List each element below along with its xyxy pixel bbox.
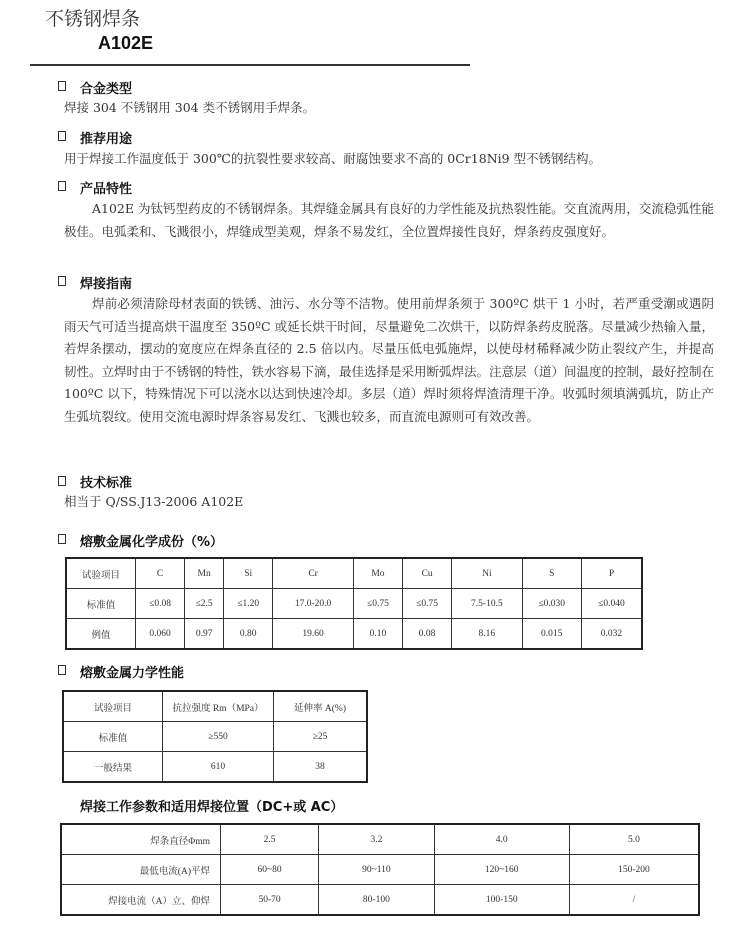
table-row — [66, 619, 642, 650]
table-header-cell: Si — [224, 558, 273, 589]
text-features: A102E 为钛钙型药皮的不锈钢焊条。其焊缝金属具有良好的力学性能及抗热裂性能。交直流两用，交流稳弧性能极佳。电弧柔和、飞溅很小，焊缝成型美观，焊条不易发红，全位置焊接性良好，焊条药皮强度好。 — [64, 201, 714, 239]
mechanical-properties-table — [62, 690, 368, 783]
section-bullet-icon — [58, 276, 66, 286]
welding-parameters-table — [60, 823, 700, 916]
title-divider — [30, 64, 470, 66]
table-cell: ≤1.20 — [224, 589, 273, 619]
table-header-cell: 4.0 — [434, 824, 569, 855]
heading-recommended-use: 推荐用途 — [80, 132, 133, 147]
product-title: 不锈钢焊条 — [45, 8, 141, 30]
table-row — [66, 589, 642, 619]
section-bullet-icon — [58, 665, 66, 675]
table-cell: 0.97 — [185, 619, 224, 650]
table-cell: 最低电流(A)平焊 — [61, 855, 221, 885]
section-bullet-icon — [58, 534, 66, 544]
table-cell: ≤0.040 — [581, 589, 642, 619]
table-cell: ≤0.75 — [353, 589, 402, 619]
table-header-row — [61, 824, 699, 855]
table-cell: 120~160 — [434, 855, 569, 885]
table-header-cell: 抗拉强度 Rm（MPa） — [163, 691, 274, 722]
table-header-cell: 试验项目 — [63, 691, 163, 722]
table-cell: 150-200 — [569, 855, 699, 885]
heading-mech-table: 熔敷金属力学性能 — [80, 666, 185, 681]
table-cell: 50-70 — [221, 885, 319, 916]
table-cell: 90~110 — [319, 855, 434, 885]
table-header-cell: 焊条直径Φmm — [61, 824, 221, 855]
heading-alloy-type: 合金类型 — [80, 82, 133, 97]
table-header-cell: P — [581, 558, 642, 589]
table-cell: 标准值 — [66, 589, 136, 619]
table-cell: 7.5-10.5 — [452, 589, 522, 619]
table-header-cell: 2.5 — [221, 824, 319, 855]
table-cell: 100-150 — [434, 885, 569, 916]
table-cell: 19.60 — [273, 619, 354, 650]
table-header-cell: 延伸率 A(%) — [274, 691, 368, 722]
table-header-cell: Ni — [452, 558, 522, 589]
table-header-cell: 3.2 — [319, 824, 434, 855]
heading-standard: 技术标准 — [80, 476, 133, 491]
table-header-row — [63, 691, 367, 722]
table-cell: 0.032 — [581, 619, 642, 650]
table-cell: 0.08 — [403, 619, 452, 650]
table-header-cell: Cu — [403, 558, 452, 589]
section-bullet-icon — [58, 81, 66, 91]
table-header-cell: S — [522, 558, 581, 589]
model-number: A102E — [98, 33, 154, 53]
table-cell: 0.10 — [353, 619, 402, 650]
table-cell: 0.060 — [136, 619, 185, 650]
table-cell: ≥25 — [274, 722, 368, 752]
section-bullet-icon — [58, 476, 66, 486]
table-header-cell: 5.0 — [569, 824, 699, 855]
table-row — [61, 885, 699, 916]
table-cell: 例值 — [66, 619, 136, 650]
table-cell: ≤2.5 — [185, 589, 224, 619]
table-cell: 17.0-20.0 — [273, 589, 354, 619]
table-cell: ≤0.75 — [403, 589, 452, 619]
table-row — [63, 752, 367, 783]
table-cell: 焊接电流（A）立、仰焊 — [61, 885, 221, 916]
table-header-row — [66, 558, 642, 589]
table-cell: ≤0.030 — [522, 589, 581, 619]
table-cell: 标准值 — [63, 722, 163, 752]
text-recommended-use: 用于焊接工作温度低于 300℃的抗裂性要求较高、耐腐蚀要求不高的 0Cr18Ni9 型不锈钢结构。 — [64, 151, 602, 166]
table-cell: 一般结果 — [63, 752, 163, 783]
table-cell: 80-100 — [319, 885, 434, 916]
table-cell: ≥550 — [163, 722, 274, 752]
heading-welding-guide: 焊接指南 — [80, 277, 133, 292]
table-row — [61, 855, 699, 885]
table-header-cell: Mo — [353, 558, 402, 589]
text-welding-guide: 焊前必须清除母材表面的铁锈、油污、水分等不洁物。使用前焊条须于 300ºC 烘干 1 小时，若严重受潮或遇阴雨天气可适当提高烘干温度至 350ºC 或延长烘干时间，尽量避免二次烘干，以防焊条药皮脱落。尽量减少热输入量，若焊条摆动，摆动的宽度应在焊条直径的 2.5 倍以内。尽量压低电弧施焊，以使母材稀释减少防止裂纹产生，并提高韧性。立焊时由于不锈钢的特性，铁水容易下滴，最佳选择是采用断弧焊法。注意层（道）间温度的控制，最好控制在 100ºC 以下，特殊情况下可以浇水以达到快速冷却。多层（道）焊时须将焊渣清理干净。收弧时须填满弧坑，防止产生弧坑裂纹。使用交流电源时焊条容易发红、飞溅也较多，而直流电源则可有效改善。 — [64, 296, 715, 424]
heading-features: 产品特性 — [80, 182, 133, 197]
table-header-cell: 试验项目 — [66, 558, 136, 589]
chem-composition-table — [65, 557, 643, 650]
section-bullet-icon — [58, 181, 66, 191]
text-standard: 相当于 Q/SS.J13-2006 A102E — [64, 494, 244, 509]
heading-param-table: 焊接工作参数和适用焊接位置（DC+或 AC） — [80, 800, 344, 815]
table-header-cell: Mn — [185, 558, 224, 589]
table-cell: 0.015 — [522, 619, 581, 650]
heading-chem-table: 熔敷金属化学成份（%） — [80, 535, 224, 550]
table-cell: 38 — [274, 752, 368, 783]
table-cell: 610 — [163, 752, 274, 783]
table-cell: ≤0.08 — [136, 589, 185, 619]
table-cell: / — [569, 885, 699, 916]
table-cell: 60~80 — [221, 855, 319, 885]
text-alloy-type: 焊接 304 不锈钢用 304 类不锈钢用手焊条。 — [64, 100, 316, 115]
section-bullet-icon — [58, 131, 66, 141]
table-cell: 8.16 — [452, 619, 522, 650]
table-header-cell: C — [136, 558, 185, 589]
table-row — [63, 722, 367, 752]
table-cell: 0.80 — [224, 619, 273, 650]
table-header-cell: Cr — [273, 558, 354, 589]
